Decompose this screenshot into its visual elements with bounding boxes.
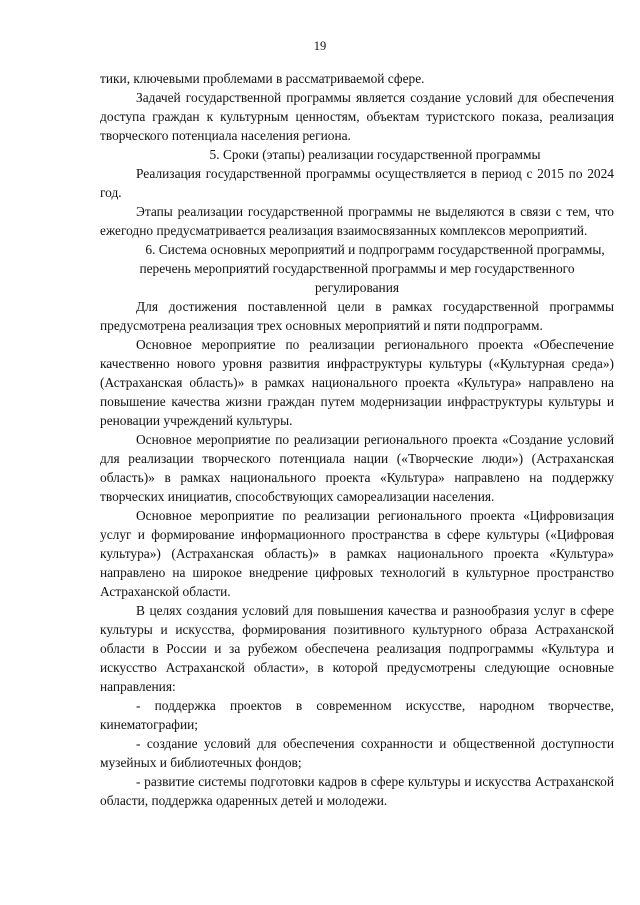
page-number: 19 <box>313 39 327 53</box>
section-heading-5: 5. Сроки (этапы) реализации государственной программы <box>209 147 541 162</box>
paragraph-digital-culture: Основное мероприятие по реализации регионального проекта «Цифровизация услуг и формирование информационного пространства в сфере культуры («Цифровая культура») (Астраханская область)» в рамках национального проекта «Культура» направлено на широкое внедрение цифровых технологий в культурное пространство Астраханской области. <box>100 508 614 599</box>
paragraph-creative-people: Основное мероприятие по реализации регионального проекта «Создание условий для реализации творческого потенциала нации («Творческие люди») (Астраханская область)» в рамках национального проекта «Культура» направлено на поддержку творческих инициатив, способствующих самореализации населения. <box>100 432 614 504</box>
list-item-direction-1: - поддержка проектов в современном искусстве, народном творчестве, кинематографии; <box>100 698 614 732</box>
section-heading-6: 6. Система основных мероприятий и подпрограмм государственной программы, перечень мероприятий государственной программы и мер государственного регулирования <box>139 242 605 295</box>
list-item-direction-2: - создание условий для обеспечения сохранности и общественной доступности музейных и библиотечных фондов; <box>100 736 614 770</box>
paragraph-program-goal: Задачей государственной программы является создание условий для обеспечения доступа граждан к культурным ценностям, объектам туристского показа, реализация творческого потенциала населения региона. <box>100 90 614 143</box>
paragraph-period: Реализация государственной программы осуществляется в период с 2015 по 2024 год. <box>100 166 614 200</box>
paragraph-continuation: тики, ключевыми проблемами в рассматриваемой сфере. <box>100 71 425 86</box>
document-body <box>100 69 614 810</box>
paragraph-cultural-environment: Основное мероприятие по реализации регионального проекта «Обеспечение качественно нового уровня развития инфраструктуры культуры («Культурная среда») (Астраханская область)» в рамках национального проекта «Культура» направлено на повышение качества жизни граждан путем модернизации инфраструктуры культуры и реновации учреждений культуры. <box>100 337 614 428</box>
list-item-direction-3: - развитие системы подготовки кадров в сфере культуры и искусства Астраханской области, поддержка одаренных детей и молодежи. <box>100 774 614 808</box>
paragraph-measures-overview: Для достижения поставленной цели в рамках государственной программы предусмотрена реализация трех основных мероприятий и пяти подпрограмм. <box>100 299 614 333</box>
paragraph-subprogram-culture-arts: В целях создания условий для повышения качества и разнообразия услуг в сфере культуры и искусства, формирования позитивного культурного образа Астраханской области в России и за рубежом обеспечена реализация подпрограммы «Культура и искусство Астраханской области», в которой предусмотрены следующие основные направления: <box>100 603 614 694</box>
paragraph-stages: Этапы реализации государственной программы не выделяются в связи с тем, что ежегодно предусматривается реализация взаимосвязанных комплексов мероприятий. <box>100 204 614 238</box>
